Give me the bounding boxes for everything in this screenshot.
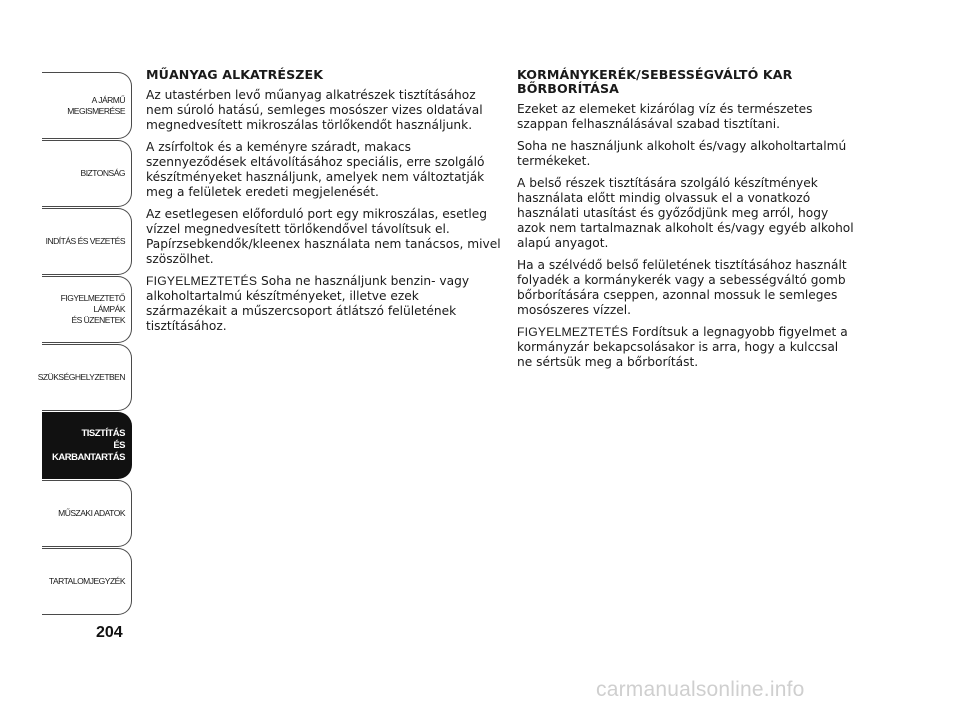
tab-label: BIZTONSÁG bbox=[80, 168, 125, 178]
tab-cleaning-maintenance[interactable] bbox=[42, 412, 132, 479]
tab-safety[interactable] bbox=[42, 140, 132, 207]
warning-paragraph bbox=[517, 325, 857, 370]
tab-technical-data[interactable] bbox=[42, 480, 132, 547]
page-number: 204 bbox=[96, 624, 123, 641]
paragraph: Soha ne használjunk alkoholt és/vagy alkoholtartalmú termékeket. bbox=[517, 139, 847, 168]
tab-label: INDÍTÁS ÉS VEZETÉS bbox=[45, 236, 125, 246]
section-title-line: KORMÁNYKERÉK/SEBESSÉGVÁLTÓ KAR bbox=[517, 67, 793, 82]
paragraph: Ha a szélvédő belső felületének tisztításához használt folyadék a kormánykerék vagy a sebességváltó gomb bőrborítására cseppen, azonnal mossuk le semleges mosószeres vízzel. bbox=[517, 258, 847, 317]
warning-paragraph bbox=[146, 274, 501, 334]
plastic-parts-section bbox=[146, 68, 501, 341]
watermark: carmanualsonline.info bbox=[596, 678, 805, 701]
tab-label: MŰSZAKI ADATOK bbox=[58, 508, 125, 518]
tab-index[interactable] bbox=[42, 548, 132, 615]
tab-starting-driving[interactable] bbox=[42, 208, 132, 275]
tab-label: FIGYELMEZTETŐ LÁMPÁK ÉS ÜZENETEK bbox=[60, 293, 125, 325]
section-title: MŰANYAG ALKATRÉSZEK bbox=[146, 67, 324, 82]
paragraph: A zsírfoltok és a keményre száradt, makacs szennyeződések eltávolításához speciális, erre szolgáló készítményeket használjunk, amelyek nem változtatják meg a felületek eredeti megjelenését. bbox=[146, 140, 485, 199]
paragraph: Az utastérben levő műanyag alkatrészek tisztításához nem súroló hatású, semleges mosószer vizes oldatával megnedvesített mikroszálas törlőkendőt használjunk. bbox=[146, 88, 483, 132]
section-title-line: BŐRBORÍTÁSA bbox=[517, 81, 619, 96]
warning-text: Soha ne használjunk benzin- vagy alkoholtartalmú készítményeket, illetve ezek származékait a műszercsoport átlátszó felületének tisztításához. bbox=[146, 274, 470, 333]
warning-label: FIGYELMEZTETÉS bbox=[517, 325, 629, 339]
paragraph: Az esetlegesen előforduló port egy mikroszálas, esetleg vízzel megnedvesített törlőkendővel távolítsuk el. Papírzsebkendők/kleenex használata nem tanácsos, mivel szöszölhet. bbox=[146, 207, 501, 266]
section-title bbox=[517, 68, 857, 96]
tab-label: SZÜKSÉGHELYZETBEN bbox=[37, 372, 125, 382]
paragraph: Ezeket az elemeket kizárólag víz és természetes szappan felhasználásával szabad tisztítani. bbox=[517, 102, 813, 131]
leather-cover-section bbox=[517, 68, 857, 377]
chapter-tabs bbox=[37, 72, 134, 616]
tab-label: TISZTÍTÁS ÉS KARBANTARTÁS bbox=[52, 427, 125, 463]
tab-warning-lights[interactable] bbox=[42, 276, 132, 343]
tab-vehicle-overview[interactable] bbox=[42, 72, 132, 139]
tab-label: TARTALOMJEGYZÉK bbox=[48, 576, 125, 586]
tab-label: A JÁRMŰ MEGISMERÉSE bbox=[67, 94, 125, 116]
tab-emergency[interactable] bbox=[37, 344, 132, 411]
paragraph: A belső részek tisztítására szolgáló készítmények használata előtt mindig olvassuk el a vonatkozó használati utasítást és győződjünk meg arról, hogy azok nem tartalmaznak alkoholt és/vagy egyéb alkohol alapú anyagot. bbox=[517, 176, 854, 250]
warning-text: Fordítsuk a legnagyobb figyelmet a kormányzár bekapcsolásakor is arra, hogy a kulccsal ne sértsük meg a bőrborítást. bbox=[517, 325, 848, 369]
warning-label: FIGYELMEZTETÉS bbox=[146, 274, 258, 288]
